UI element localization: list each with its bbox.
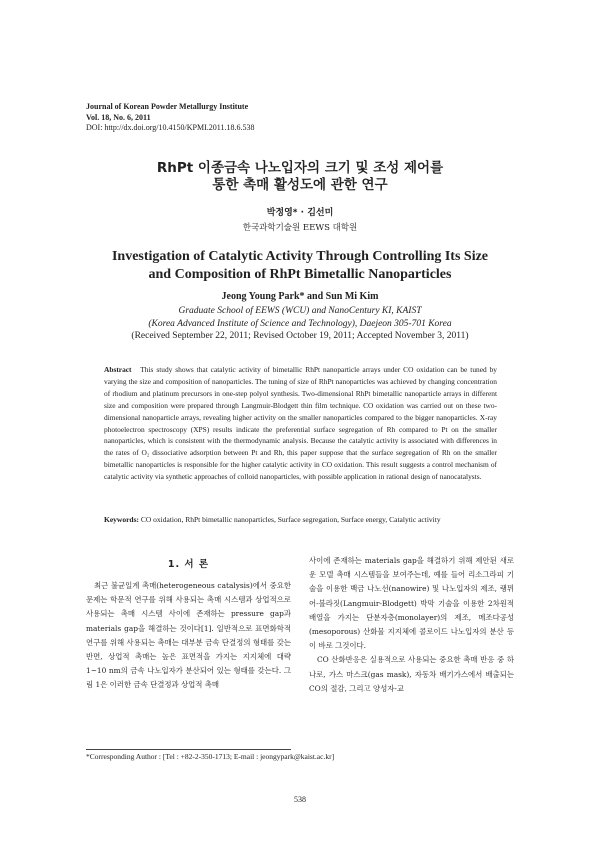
- page-number: 538: [294, 795, 306, 804]
- section-heading: 1. 서 론: [167, 559, 210, 570]
- korean-title-line2: 통한 촉매 활성도에 관한 연구: [212, 177, 388, 193]
- journal-name: Journal of Korean Powder Metallurgy Institute: [86, 102, 249, 111]
- journal-header: [86, 102, 254, 134]
- korean-affiliation: 한국과학기술원 EEWS 대학원: [242, 223, 358, 233]
- right-column: [309, 554, 514, 696]
- english-affiliation-line1: Graduate School of EEWS (WCU) and NanoCentury KI, KAIST: [178, 306, 422, 316]
- korean-title: [0, 160, 600, 194]
- abstract-text: This study shows that catalytic activity of bimetallic RhPt nanoparticle arrays under CO oxidation can be tuned by varying the size and composition of nanoparticles. The tuning of size of RhPt nanoparticles was achieved by changing concentration of rhodium and platinum precursors in one-step polyol synthesis. Two-dimensional RhPt bimetallic nanoparticle arrays in different size and composition were prepared through Langmuir-Blodgett thin film technique. CO oxidation was carried out on these two-dimensional nanoparticle arrays, revealing higher activity on the smaller nanoparticles compared to the bigger nanoparticles. X-ray photoelectron spectroscopy (XPS) results indicate the preferential surface segregation of Rh compared to Pt on the smaller nanoparticles, which is consistent with the thermodynamic analysis. Because the catalytic activity is associated with differences in the rates of O₂ dissociative adsorption between Pt and Rh, this paper suppose that the surface segregation of Rh on the smaller bimetallic nanoparticles is responsible for the higher catalytic activity in CO oxidation. This result suggests a control mechanism of catalytic activity via synthetic approaches of colloid nanoparticles, with possible application in rational design of nanocatalysts.: [104, 365, 497, 482]
- abstract-label: Abstract: [104, 365, 132, 374]
- left-column: [86, 579, 291, 693]
- corresponding-author-footnote: *Corresponding Author : [Tel : +82-2-350-1713; E-mail : jeongypark@kaist.ac.kr]: [86, 752, 335, 761]
- keywords: [104, 515, 497, 524]
- abstract: [104, 364, 497, 483]
- body-paragraph-right-2: CO 산화반응은 실용적으로 사용되는 중요한 촉매 반응 중 하나로, 가스 마스크(gas mask), 자동차 배기가스에서 배출되는 CO의 절감, 그리고 양성자-교: [309, 655, 514, 693]
- journal-doi: DOI: http://dx.doi.org/10.4150/KPMI.2011.18.6.538: [86, 123, 255, 132]
- english-title-line2: and Composition of RhPt Bimetallic Nanoparticles: [148, 267, 452, 282]
- body-paragraph-right-1: 사이에 존재하는 materials gap을 해결하기 위해 제안된 새로운 모델 촉매 시스템들을 보여주는데, 예를 들어 리소그라피 기술을 이용한 백금 나노선(nanowire) 및 나노입자의 제조, 랭뮈어-블라짓(Langmuir-Blodgett) 박막 기술을 이용한 2차원적 배열을 가지는 단분자층(monolayer)의 제조, 메조다공성(mesoporous) 산화물 지지체에 콜로이드 나노입자의 분산 등이 바로 그것이다.: [309, 556, 514, 651]
- korean-title-line1: RhPt 이종금속 나노입자의 크기 및 조성 제어를: [156, 160, 444, 176]
- received-dates: (Received September 22, 2011; Revised October 19, 2011; Accepted November 3, 2011): [131, 331, 469, 341]
- keywords-label: Keywords:: [104, 515, 139, 524]
- english-title: [0, 248, 600, 284]
- journal-volume: Vol. 18, No. 6, 2011: [86, 112, 151, 122]
- english-affiliation-line2: (Korea Advanced Institute of Science and Technology), Daejeon 305-701 Korea: [148, 319, 452, 329]
- footnote-rule: [86, 749, 291, 750]
- english-title-line1: Investigation of Catalytic Activity Through Controlling Its Size: [111, 249, 489, 264]
- english-affiliation: [0, 305, 600, 331]
- korean-authors: 박정영* · 김선미: [266, 208, 334, 218]
- body-paragraph-left: 최근 불균일계 촉매(heterogeneous catalysis)에서 중요한 문제는 학문적 연구를 위해 사용되는 촉매 시스템과 상업적으로 사용되는 촉매 시스템 사이에 존재하는 pressure gap과 materials gap을 해결하는 것이다[1]. 일반적으로 표면화학적 연구를 위해 사용되는 촉매는 대부분 금속 단결정의 형태를 갖는 반면, 상업적 촉매는 높은 표면적을 가지는 지지체에 대략 1~10 nm의 금속 나노입자가 분산되어 있는 형태를 갖는다. 그림 1은 이러한 금속 단결정과 상업적 촉매: [86, 581, 291, 690]
- english-authors: Jeong Young Park* and Sun Mi Kim: [221, 291, 379, 302]
- keywords-text: CO oxidation, RhPt bimetallic nanoparticles, Surface segregation, Surface energy, Catalytic activity: [140, 515, 441, 524]
